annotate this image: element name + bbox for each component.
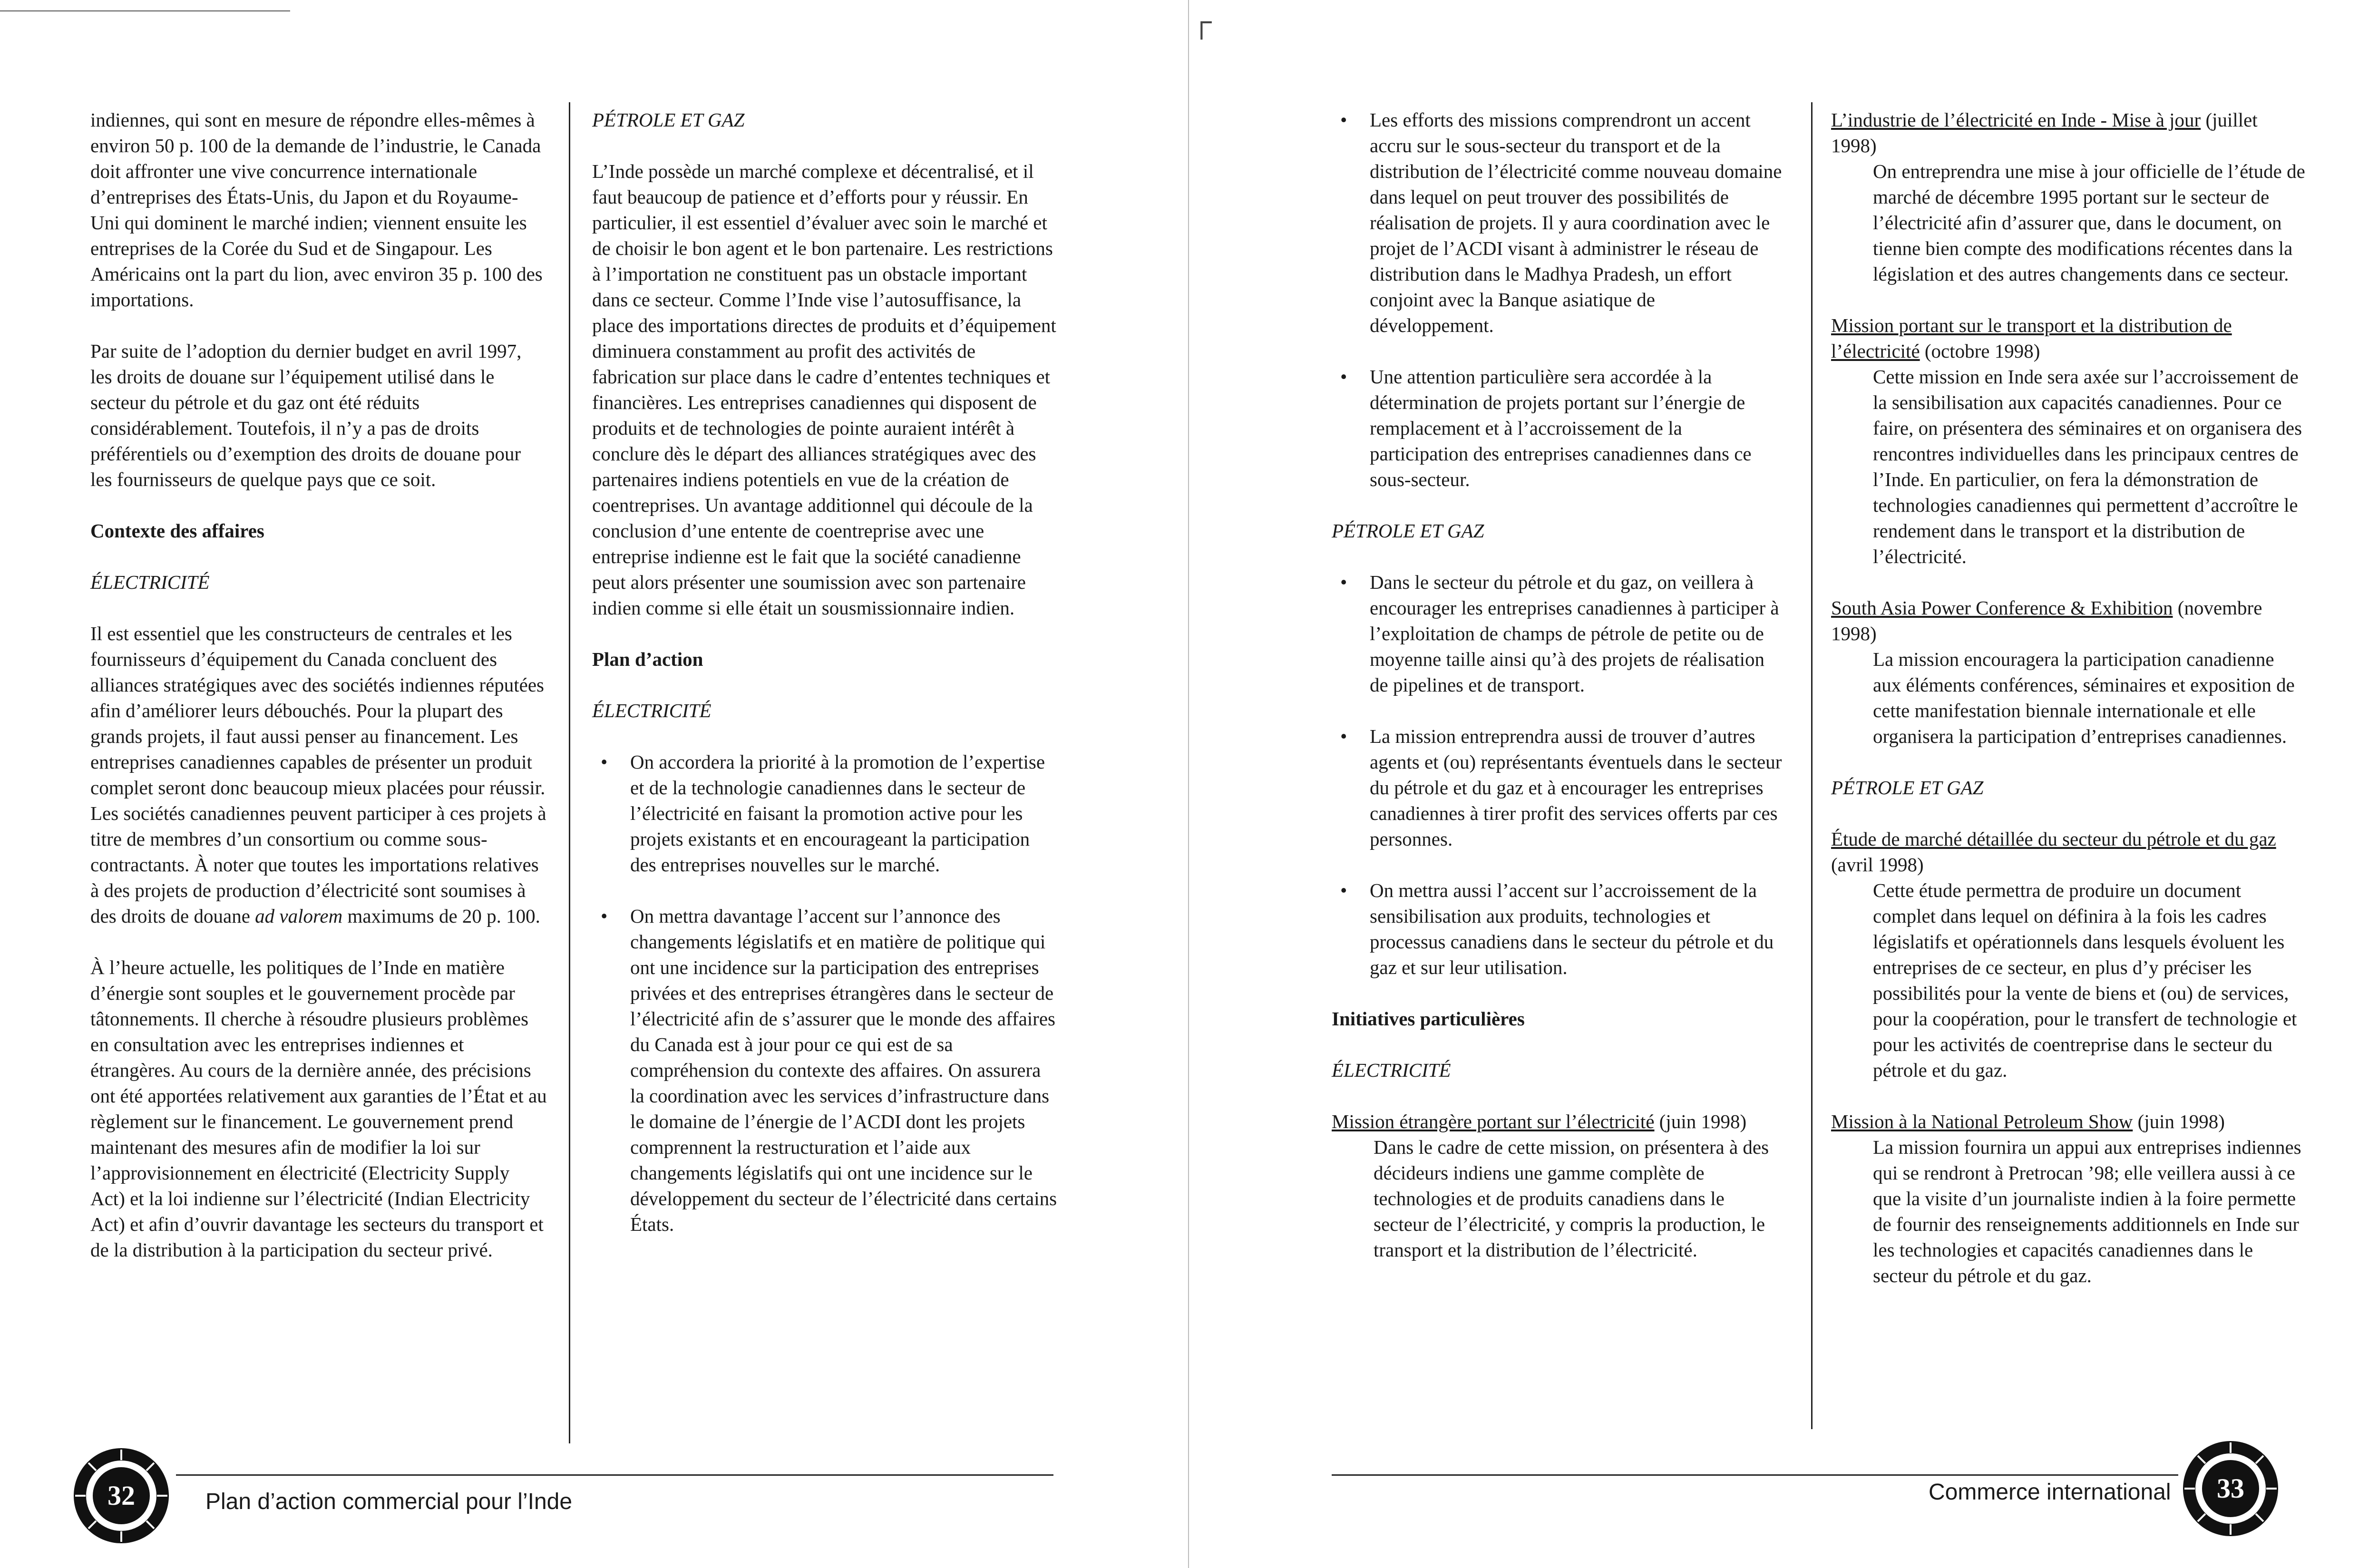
right-column-2	[1831, 107, 2307, 1314]
list-item: • On mettra aussi l’accent sur l’accroissement de la sensibilisation aux produits, technologies et processus canadiens dans le secteur du pétrole et du gaz et sur leur utilisation.	[1332, 877, 1784, 980]
subsection-heading: ÉLECTRICITÉ	[592, 700, 711, 721]
initiative-title: South Asia Power Conference & Exhibition	[1831, 597, 2173, 619]
paragraph: Par suite de l’adoption du dernier budget en avril 1997, les droits de douane sur l’équipement utilisé dans le secteur du pétrole et du gaz ont été réduits considérablement. Toutefois, il n’y a pas de droits préférentiels ou d’exemption des droits de douane pour les fournisseurs de quelque pays que ce soit.	[90, 340, 522, 490]
initiative-date: (juin 1998)	[2133, 1110, 2225, 1132]
page-number: 33	[2217, 1473, 2244, 1504]
initiative-title: Étude de marché détaillée du secteur du pétrole et du gaz	[1831, 828, 2276, 850]
section-heading: Initiatives particulières	[1332, 1008, 1525, 1030]
page-number: 32	[107, 1480, 135, 1511]
initiative-date: (octobre 1998)	[1920, 340, 2040, 362]
footer-rule	[1332, 1474, 2178, 1476]
subsection-heading: PÉTROLE ET GAZ	[1332, 520, 1484, 542]
initiative-description: La mission encouragera la participation canadienne aux éléments conférences, séminaires et exposition de cette manifestation biennale internationale et elle organisera la participation d’entreprises canadiennes.	[1873, 648, 2295, 747]
page-number-badge	[71, 1446, 171, 1546]
initiative-title: Mission à la National Petroleum Show	[1831, 1110, 2133, 1132]
section-heading: Plan d’action	[592, 648, 703, 670]
list-item: • Dans le secteur du pétrole et du gaz, on veillera à encourager les entreprises canadiennes à participer à l’exploitation de champs de pétrole de petite ou de moyenne taille ainsi qu’à des projets de réalisation de pipelines et de transport.	[1332, 569, 1784, 698]
list-item: • On accordera la priorité à la promotion de l’expertise et de la technologie canadiennes dans le secteur de l’électricité en faisant la promotion active pour les projets existants et en encourageant la participation des entreprises nouvelles sur le marché.	[592, 749, 1058, 877]
paragraph: Il est essentiel que les constructeurs de centrales et les fournisseurs d’équipement du Canada concluent des alliances stratégiques avec des sociétés indiennes réputées afin d’améliorer leurs débouchés. Pour la plupart des grands projets, il faut aussi penser au financement. Les entreprises canadiennes capables de présenter un produit complet seront donc beaucoup mieux placées pour réussir. Les sociétés canadiennes peuvent participer à ces projets à titre de membres d’un consortium ou comme sous-contractants. À noter que toutes les importations relatives à des projets de production d’électricité sont soumises à des droits de douane ad valorem maximums de 20 p. 100.	[90, 623, 546, 927]
initiative-date: (juillet 1998)	[1831, 109, 2258, 156]
initiative-entry	[1831, 107, 2307, 287]
initiative-date: (avril 1998)	[1831, 854, 1924, 876]
left-column-1	[90, 107, 547, 1288]
footer-rule	[176, 1474, 1053, 1476]
paragraph: L’Inde possède un marché complexe et décentralisé, et il faut beaucoup de patience et d’efforts pour y réussir. En particulier, il est essentiel d’évaluer avec soin le marché et de choisir le bon agent et le bon partenaire. Les restrictions à l’importation ne constituent pas un obstacle important dans ce secteur. Comme l’Inde vise l’autosuffisance, la place des importations directes de produits et d’équipement diminuera constamment au profit des activités de fabrication sur place dans le cadre d’ententes techniques et financières. Les entreprises canadiennes qui disposent de produits et de technologies de pointe auraient intérêt à conclure dès le départ des alliances stratégiques avec des partenaires indiens potentiels en vue de la création de coentreprises. Un avantage additionnel qui découle de la conclusion d’une entente de coentreprise avec une entreprise indienne est le fait que la société canadienne peut alors présenter une soumission avec son partenaire indien comme si elle était un sousmissionnaire indien.	[592, 160, 1056, 619]
left-column-2	[592, 107, 1058, 1263]
initiative-description: Cette étude permettra de produire un document complet dans lequel on définira à la fois les cadres législatifs et opérationnels dans lesquels évoluent les entreprises de ce secteur, en plus d’y préciser les possibilités pour la vente de biens et (ou) de services, pour la coopération, pour le transfert de technologie et pour les activités de coentreprise dans le secteur du pétrole et du gaz.	[1873, 879, 2297, 1081]
initiative-date: (juin 1998)	[1654, 1110, 1747, 1132]
top-left-rule	[0, 10, 290, 11]
section-heading: Contexte des affaires	[90, 520, 264, 542]
initiative-description: La mission fournira un appui aux entreprises indiennes qui se rendront à Pretrocan ’98; elle veillera aussi à ce que la visite d’un journaliste indien à la foire permette de fournir des renseignements additionnels en Inde sur les technologies et capacités canadiennes dans le secteur du pétrole et du gaz.	[1873, 1136, 2301, 1286]
initiative-description: Cette mission en Inde sera axée sur l’accroissement de la sensibilisation aux capacités canadiennes. Pour ce faire, on présentera des séminaires et on organisera des rencontres individuelles dans les principaux centres de l’Inde. En particulier, on fera la démonstration de technologies canadiennes qui permettent d’accroître le rendement dans le transport et la distribution de l’électricité.	[1873, 366, 2302, 567]
initiative-entry	[1332, 1109, 1784, 1263]
page-number-badge	[2181, 1439, 2281, 1539]
column-divider	[569, 102, 570, 1443]
crop-mark: ┌	[1191, 5, 1212, 37]
column-divider	[1811, 102, 1813, 1429]
paragraph: À l’heure actuelle, les politiques de l’Inde en matière d’énergie sont souples et le gouvernement procède par tâtonnements. Il cherche à résoudre plusieurs problèmes en consultation avec les entreprises indiennes et étrangères. Au cours de la dernière année, des précisions ont été apportées relativement aux garanties de l’État et au règlement sur le financement. Le gouvernement prend maintenant des mesures afin de modifier la loi sur l’approvisionnement en électricité (Electricity Supply Act) et la loi indienne sur l’électricité (Indian Electricity Act) et afin d’ouvrir davantage les secteurs du transport et de la distribution à la participation du secteur privé.	[90, 956, 547, 1261]
footer-title: Commerce international	[1929, 1480, 2171, 1505]
right-column-1	[1332, 107, 1784, 1288]
initiative-description: Dans le cadre de cette mission, on présentera à des décideurs indiens une gamme complète de technologies et de produits canadiens dans le secteur de l’électricité, y compris la production, le transport et la distribution de l’électricité.	[1374, 1136, 1769, 1261]
initiative-date: (novembre 1998)	[1831, 597, 2262, 644]
bullet-list	[1332, 107, 1784, 492]
initiative-entry	[1831, 1109, 2307, 1288]
subsection-heading: ÉLECTRICITÉ	[90, 571, 210, 593]
paragraph: indiennes, qui sont en mesure de répondre elles-mêmes à environ 50 p. 100 de la demande de l’industrie, le Canada doit affronter une vive concurrence internationale d’entreprises des États-Unis, du Japon et du Royaume-Uni qui dominent le marché indien; viennent ensuite les entreprises de la Corée du Sud et de Singapour. Les Américains ont la part du lion, avec environ 35 p. 100 des importations.	[90, 109, 543, 311]
list-item: • Une attention particulière sera accordée à la détermination de projets portant sur l’énergie de remplacement et à l’accroissement de la participation des entreprises canadiennes dans ce sous-secteur.	[1332, 364, 1784, 492]
subsection-heading: PÉTROLE ET GAZ	[592, 109, 745, 131]
subsection-heading: PÉTROLE ET GAZ	[1831, 777, 1984, 799]
page-fold	[1188, 0, 1189, 1568]
initiative-entry	[1831, 826, 2307, 1083]
list-item: • Les efforts des missions comprendront un accent accru sur le sous-secteur du transport et de la distribution de l’électricité comme nouveau domaine dans lequel on peut trouver des possibilités de réalisation de projets. Il y aura coordination avec le projet de l’ACDI visant à administrer le réseau de distribution dans le Madhya Pradesh, un effort conjoint avec la Banque asiatique de développement.	[1332, 107, 1784, 338]
initiative-description: On entreprendra une mise à jour officielle de l’étude de marché de décembre 1995 portant sur le secteur de l’électricité afin d’assurer que, dans le document, on tienne bien compte des modifications récentes dans la législation et des autres changements dans ce secteur.	[1873, 160, 2305, 285]
initiative-entry	[1831, 595, 2307, 749]
list-item: • On mettra davantage l’accent sur l’annonce des changements législatifs et en matière de politique qui ont une incidence sur la participation des entreprises privées et des entreprises étrangères dans le secteur de l’électricité afin de s’assurer que le monde des affaires du Canada est à jour pour ce qui est de sa compréhension du contexte des affaires. On assurera la coordination avec les services d’infrastructure dans le domaine de l’énergie de l’ACDI dont les projets comprennent la restructuration et l’aide aux changements législatifs qui ont une incidence sur le développement du secteur de l’électricité dans certains États.	[592, 903, 1058, 1237]
bullet-list	[1332, 569, 1784, 980]
subsection-heading: ÉLECTRICITÉ	[1332, 1059, 1451, 1081]
initiative-title: Mission portant sur le transport et la distribution de l’électricité	[1831, 314, 2232, 362]
initiative-title: L’industrie de l’électricité en Inde - Mise à jour	[1831, 109, 2201, 131]
bullet-list	[592, 749, 1058, 1237]
initiative-title: Mission étrangère portant sur l’électricité	[1332, 1110, 1655, 1132]
footer-title: Plan d’action commercial pour l’Inde	[205, 1489, 573, 1514]
list-item: • La mission entreprendra aussi de trouver d’autres agents et (ou) représentants éventuels dans le secteur du pétrole et du gaz et à encourager les entreprises canadiennes à tirer profit des services offerts par ces personnes.	[1332, 723, 1784, 852]
initiative-entry	[1831, 312, 2307, 569]
